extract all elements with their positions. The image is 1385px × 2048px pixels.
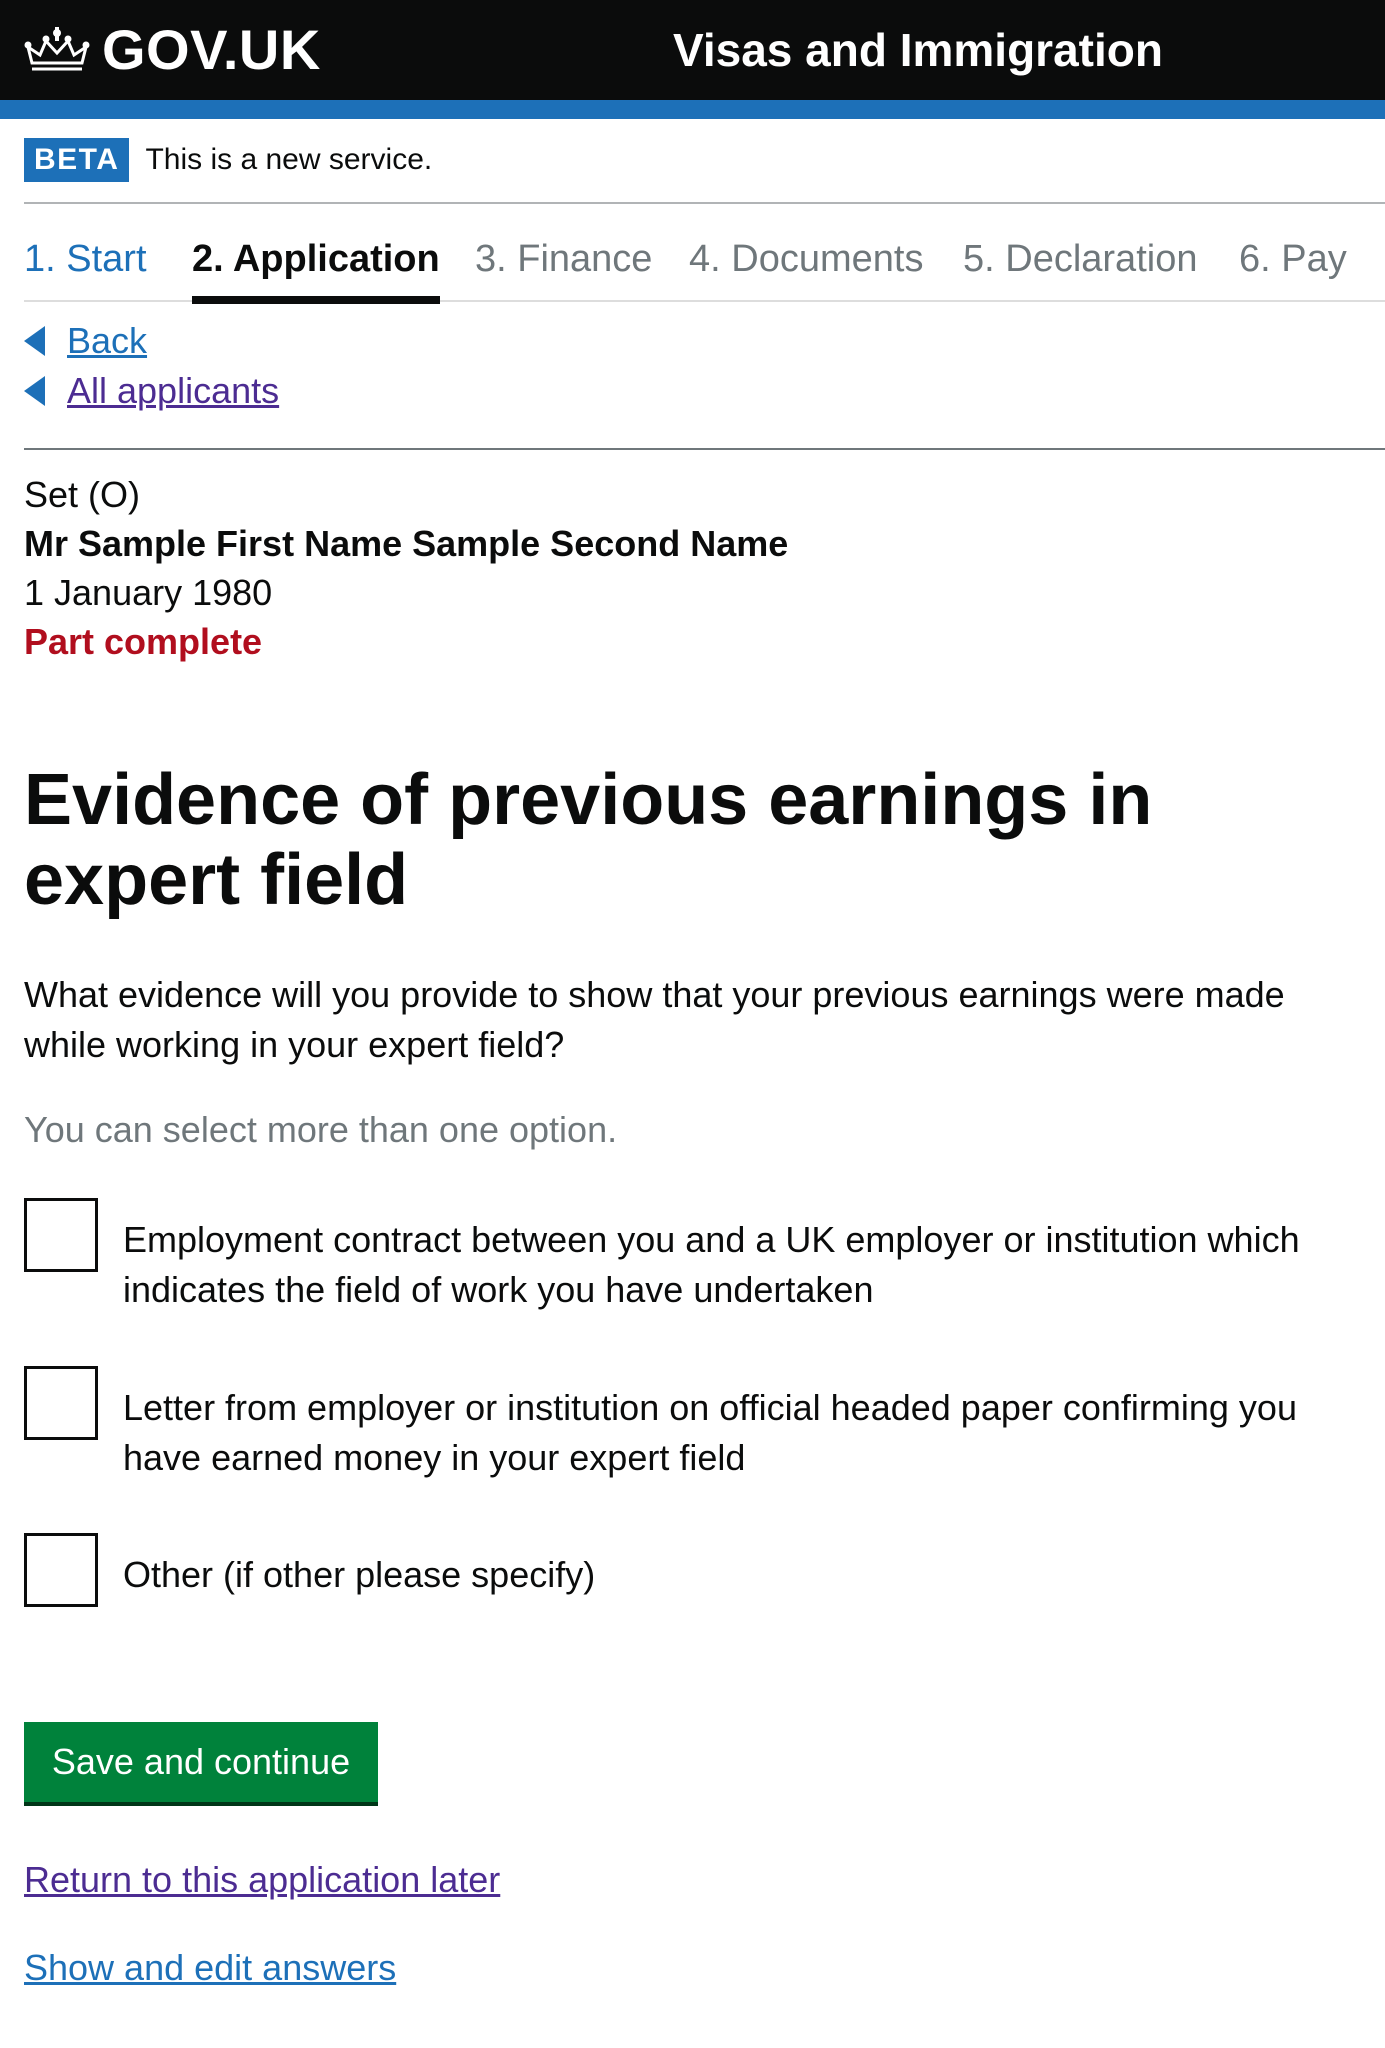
beta-tag: BETA	[24, 138, 129, 182]
applicant-name: Mr Sample First Name Sample Second Name	[24, 523, 789, 564]
hint-text: You can select more than one option.	[24, 1109, 618, 1150]
checkbox-label[interactable]: Employment contract between you and a UK employer or institution which indicates the field of work you have undertaken	[123, 1219, 1300, 1310]
checkbox-label[interactable]: Letter from employer or institution on official headed paper confirming you have earned money in your expert field	[123, 1387, 1297, 1478]
crown-icon	[24, 25, 90, 75]
service-name[interactable]: Visas and Immigration	[673, 24, 1163, 76]
question-text: What evidence will you provide to show that your previous earnings were made while working in your expert field?	[24, 974, 1285, 1065]
govuk-logo-link[interactable]	[24, 18, 321, 82]
applicant-dob: 1 January 1980	[24, 572, 273, 613]
step-documents: 4. Documents	[689, 238, 924, 280]
section-divider	[24, 448, 1385, 450]
return-later-link[interactable]: Return to this application later	[24, 1859, 501, 1900]
checkbox-employment-contract[interactable]	[24, 1198, 98, 1272]
applicant-set: Set (O)	[24, 474, 141, 515]
step-pay: 6. Pay	[1239, 238, 1347, 280]
back-link[interactable]	[24, 318, 147, 364]
back-link-text[interactable]: Back	[67, 320, 148, 361]
progress-steps	[24, 228, 1385, 302]
back-arrow-icon	[24, 376, 45, 406]
back-arrow-icon	[24, 326, 45, 356]
beta-text: This is a new service.	[145, 143, 433, 176]
logo-text: GOV.UK	[102, 18, 321, 81]
applicant-summary	[24, 470, 788, 666]
step-start[interactable]: 1. Start	[24, 238, 147, 280]
save-and-continue-button[interactable]: Save and continue	[24, 1722, 378, 1802]
beta-banner	[24, 138, 1385, 204]
all-applicants-link-text[interactable]: All applicants	[67, 370, 280, 411]
step-application: 2. Application	[192, 238, 440, 280]
step-declaration: 5. Declaration	[963, 238, 1198, 280]
checkbox-other[interactable]	[24, 1533, 98, 1607]
page-title: Evidence of previous earnings in expert field	[24, 760, 1153, 920]
status-badge: Part complete	[24, 621, 263, 662]
checkbox-label[interactable]: Other (if other please specify)	[123, 1554, 596, 1595]
all-applicants-link[interactable]	[24, 368, 279, 414]
header-blue-bar	[0, 100, 1385, 119]
site-header	[0, 0, 1385, 100]
step-finance: 3. Finance	[475, 238, 653, 280]
checkbox-employer-letter[interactable]	[24, 1366, 98, 1440]
show-edit-answers-link[interactable]: Show and edit answers	[24, 1947, 397, 1988]
